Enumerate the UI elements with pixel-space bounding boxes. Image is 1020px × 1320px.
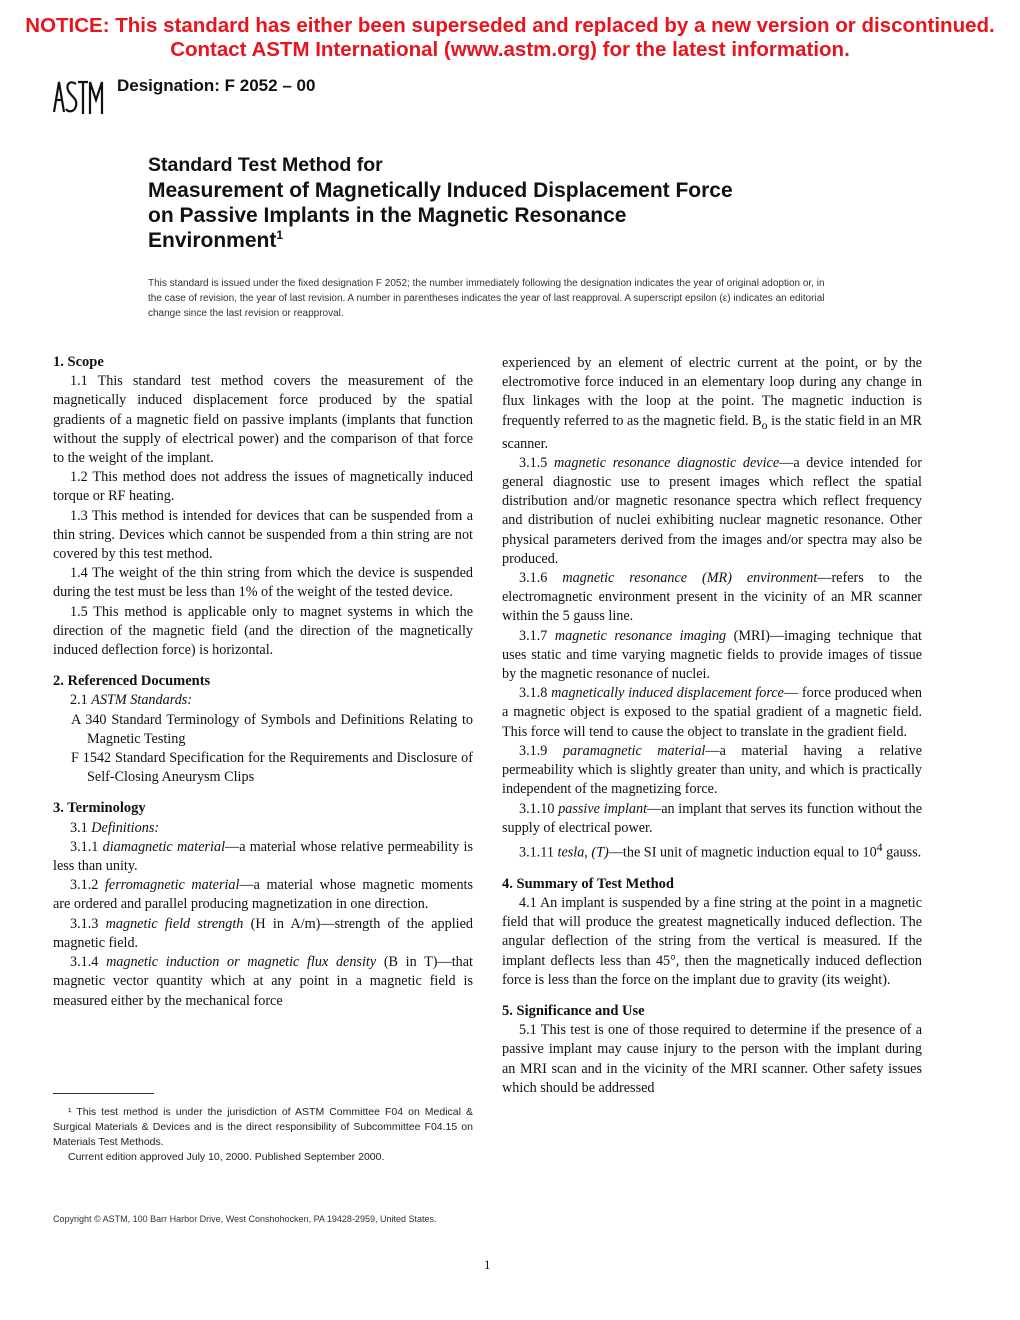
para-3-1-3-text: (H in A/m)—strength of the applied magnetic field. <box>53 915 474 951</box>
para-3-1-11-term: tesla, (T) <box>557 844 609 861</box>
cont-subscript: o <box>761 417 768 432</box>
para-3-1-4-num: 3.1.4 <box>70 954 107 971</box>
para-3-1-6-term: magnetic resonance (MR) environment <box>562 570 818 587</box>
copyright: Copyright © ASTM, 100 Barr Harbor Drive, West Conshohocken, PA 19428-2959, United States. <box>53 1214 437 1224</box>
para-3-1-8-text: — force produced when a magnetic object is exposed to the spatial gradient of a magnetic field. This force will tend to cause the object to translate in the gradient field. <box>502 685 922 740</box>
para-3-1-10 <box>502 800 922 838</box>
title-line-2: Measurement of Magnetically Induced Displacement Force <box>148 179 733 202</box>
para-4-1: 4.1 An implant is suspended by a fine string at the point in a magnetic field that will produce the greatest magnetically induced deflection. The angular deflection of the string from the vertical is measured. If the implant deflects less than 45°, then the magnetically induced deflection force is less than the force on the implant due to gravity (its weight). <box>502 895 922 988</box>
para-3-1-1-num: 3.1.1 <box>70 838 103 855</box>
para-3-1 <box>53 819 473 838</box>
para-2-1 <box>53 691 473 710</box>
cont-text: experienced by an element of electric current at the point, or by the electromotive force induced in an elementary loop during any change in flux linkages with the loop at the point. The magnetic induction is frequently referred to as the magnetic field. B <box>502 355 922 429</box>
para-3-1-11-end: gauss. <box>882 844 922 861</box>
section-2-heading: 2. Referenced Documents <box>53 673 211 690</box>
para-3-1-8-term: magnetically induced displacement force <box>551 685 784 702</box>
cont-end: is the static field in an MR scanner. <box>502 412 922 452</box>
para-3-1-5-term: magnetic resonance diagnostic device <box>554 454 780 471</box>
para-3-1-3-num: 3.1.3 <box>70 915 106 932</box>
para-3-1-11 <box>502 838 922 863</box>
title-line-1: Standard Test Method for <box>148 154 383 176</box>
reference-a340: A 340 Standard Terminology of Symbols and Definitions Relating to Magnetic Testing <box>71 711 473 747</box>
para-3-1-7-num: 3.1.7 <box>519 627 555 644</box>
para-3-1-3 <box>53 915 473 953</box>
notice-line-2: Contact ASTM International (www.astm.org) for the latest information. <box>170 38 850 61</box>
title-footnote-mark: 1 <box>276 228 284 242</box>
para-3-1-8-num: 3.1.8 <box>519 685 552 702</box>
para-1-5: 1.5 This method is applicable only to magnet systems in which the direction of the magnetic field (and the direction of the magnetically induced deflection force) is horizontal. <box>53 603 473 659</box>
para-1-1: 1.1 This standard test method covers the measurement of the magnetically induced displacement force produced by the spatial gradients of a magnetic field on passive implants (implants that function without the supply of electrical power) and the comparison of that force to the weight of the implant. <box>53 373 473 467</box>
para-3-1-5 <box>502 454 922 569</box>
para-3-1-term: Definitions: <box>91 819 160 836</box>
para-2-1-num: 2.1 <box>70 692 92 709</box>
title-line-4: Environment <box>148 229 277 252</box>
right-column <box>502 354 922 1098</box>
para-3-1-5-num: 3.1.5 <box>519 454 555 471</box>
astm-logo-icon <box>52 76 104 116</box>
para-3-1-11-num: 3.1.11 <box>519 844 558 861</box>
para-3-1-7 <box>502 627 922 685</box>
para-3-1-6 <box>502 569 922 627</box>
page-number: 1 <box>484 1257 491 1272</box>
footnote-1: ¹ This test method is under the jurisdiction of ASTM Committee F04 on Medical & Surgical Materials & Devices and is the direct responsibility of Subcommittee F04.15 on Materials Test Methods. <box>53 1106 473 1148</box>
left-column <box>53 353 473 1011</box>
reference-f1542: F 1542 Standard Specification for the Requirements and Disclosure of Self-Closing Aneurysm Clips <box>71 750 473 786</box>
para-3-1-7-text: (MRI)—imaging technique that uses static and time varying magnetic fields to provide images of tissue by the magnetic resonance of nuclei. <box>502 627 922 683</box>
para-2-1-term: ASTM Standards: <box>91 692 193 709</box>
para-3-1-5-text: —a device intended for general diagnostic use to present images which reflect the spatial distribution and/or magnetic resonance spectra which reflect frequency and distribution of nuclei exhibiting nuclear magnetic resonance. Other physical parameters derived from the images and/or spectra may also be produced. <box>502 454 922 567</box>
para-3-1-4-text: (B in T)—that magnetic vector quantity which at any point in a magnetic field is measured either by the mechanical force <box>53 954 473 1009</box>
para-3-1-4 <box>53 953 473 1011</box>
para-3-1-2 <box>53 876 473 914</box>
para-3-1-6-text: —refers to the electromagnetic environment present in the vicinity of an MR scanner within the 5 gauss line. <box>502 570 922 625</box>
para-3-1-1-term: diamagnetic material <box>102 838 226 855</box>
para-3-1-2-num: 3.1.2 <box>70 877 105 894</box>
para-3-1-2-text: —a material whose magnetic moments are ordered and parallel producing magnetization in one direction. <box>53 877 473 913</box>
para-3-1-9-term: paramagnetic material <box>562 742 706 759</box>
para-3-1-9-num: 3.1.9 <box>519 742 563 759</box>
para-3-1-3-term: magnetic field strength <box>105 915 244 932</box>
para-3-1-1 <box>53 838 473 876</box>
section-5-heading: 5. Significance and Use <box>502 1003 645 1020</box>
para-3-1-11-sup: 4 <box>876 839 883 854</box>
document-title <box>148 153 868 253</box>
para-3-1-1-text: —a material whose relative permeability is less than unity. <box>53 838 474 875</box>
designation: Designation: F 2052 – 00 <box>117 76 316 95</box>
para-3-1-2-term: ferromagnetic material <box>104 877 240 894</box>
para-3-1-9 <box>502 742 922 800</box>
para-3-1-num: 3.1 <box>70 819 92 836</box>
para-3-1-11-text: —the SI unit of magnetic induction equal to 10 <box>608 844 877 861</box>
notice-banner <box>0 14 1020 62</box>
footnote-rule <box>53 1093 154 1094</box>
issued-note: This standard is issued under the fixed designation F 2052; the number immediately following the designation indicates the year of original adoption or, in the case of revision, the year of last revision. A number in parentheses indicates the year of last reapproval. A superscript epsilon (ε) indicates an editorial change since the last revision or reapproval. <box>148 278 825 319</box>
para-3-1-4-term: magnetic induction or magnetic flux density <box>106 954 377 971</box>
para-3-1-7-term: magnetic resonance imaging <box>554 627 727 644</box>
para-3-1-10-num: 3.1.10 <box>519 800 559 817</box>
para-5-1: 5.1 This test is one of those required to determine if the presence of a passive implant may cause injury to the person with the implant during an MRI scan and in the vicinity of the MRI scanner. Other safety issues which should be addressed <box>502 1022 922 1096</box>
title-line-3: on Passive Implants in the Magnetic Resonance <box>148 204 627 227</box>
section-4-heading: 4. Summary of Test Method <box>502 875 674 892</box>
para-3-1-6-num: 3.1.6 <box>519 570 563 587</box>
para-3-1-9-text: —a material having a relative permeability which is slightly greater than unity, and which is practically independent of the magnetizing force. <box>502 742 922 798</box>
footnote-2: Current edition approved July 10, 2000. Published September 2000. <box>68 1151 385 1163</box>
para-1-3: 1.3 This method is intended for devices that can be suspended from a thin string. Devices which cannot be suspended from a thin string are not covered by this test method. <box>53 507 473 563</box>
para-3-1-10-text: —an implant that serves its function without the supply of electrical power. <box>502 800 922 836</box>
para-1-2: 1.2 This method does not address the issues of magnetically induced torque or RF heating. <box>53 469 473 505</box>
para-3-1-8 <box>502 684 922 742</box>
footnote <box>53 1105 473 1165</box>
section-1-heading: 1. Scope <box>53 354 104 370</box>
para-3-1-4-continued <box>502 354 922 454</box>
para-1-4: 1.4 The weight of the thin string from which the device is suspended during the test must be less than 1% of the weight of the tested device. <box>53 565 473 601</box>
para-3-1-10-term: passive implant <box>558 800 648 817</box>
section-3-heading: 3. Terminology <box>53 800 146 817</box>
notice-line-1: NOTICE: This standard has either been superseded and replaced by a new version or discontinued. <box>25 14 995 37</box>
